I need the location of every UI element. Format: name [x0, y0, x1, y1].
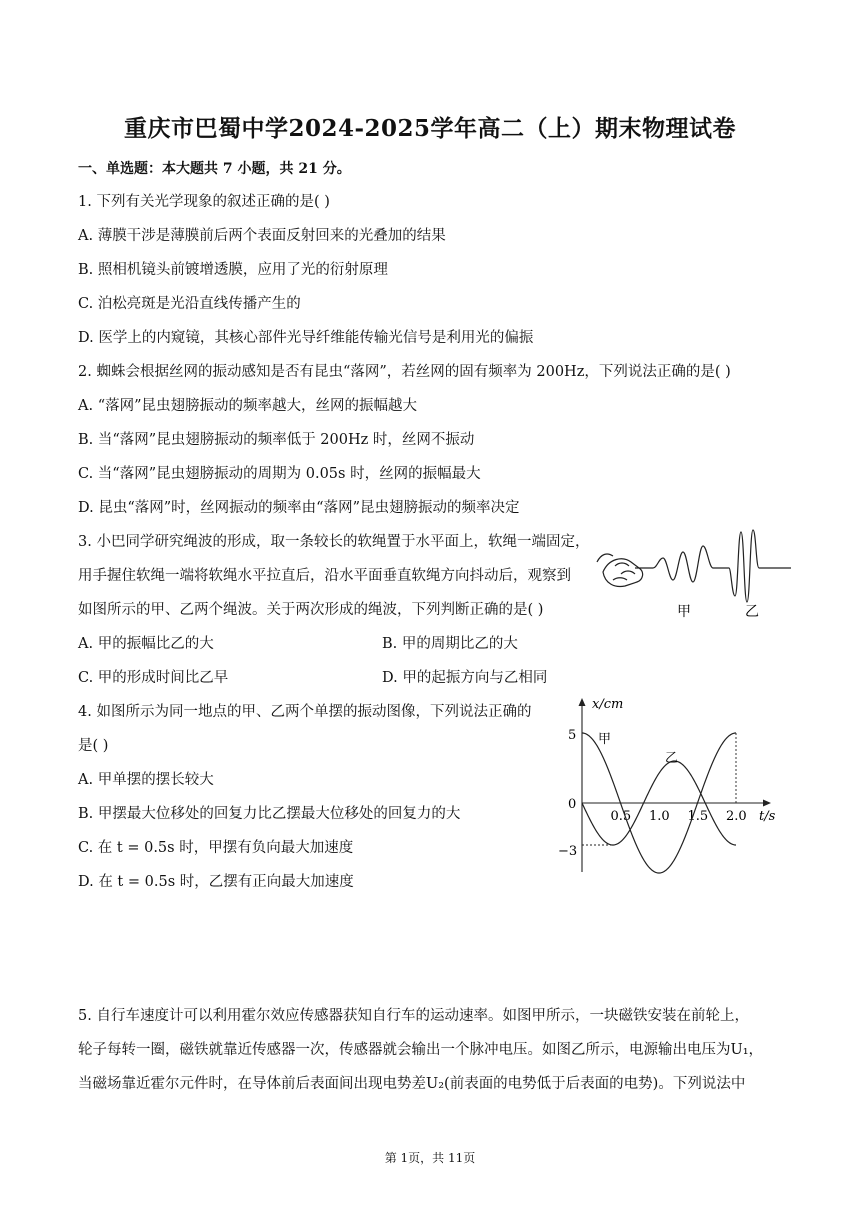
question-4-option-a: A. 甲单摆的摆长较大: [78, 772, 214, 788]
question-4-stem-line2: 是( ): [78, 738, 109, 754]
question-3-option-c: C. 甲的形成时间比乙早: [78, 670, 229, 686]
series-jia-label: 甲: [598, 732, 612, 747]
question-1-option-b: B. 照相机镜头前镀增透膜，应用了光的衍射原理: [78, 262, 388, 278]
question-5-line3: 当磁场靠近霍尔元件时，在导体前后表面间出现电势差U₂(前表面的电势低于后表面的电势)。下列说法中: [78, 1076, 746, 1092]
y-tick-label: −3: [558, 844, 578, 859]
question-4-option-c: C. 在 t = 0.5s 时，甲摆有负向最大加速度: [78, 840, 354, 856]
x-axis-arrow: [763, 800, 771, 807]
section-heading: 一、单选题：本大题共 7 小题，共 21 分。: [78, 161, 351, 177]
question-3-option-a: A. 甲的振幅比乙的大: [78, 636, 214, 652]
question-2-option-b: B. 当“落网”昆虫翅膀振动的频率低于 200Hz 时，丝网不振动: [78, 432, 475, 448]
x-tick-label: 1.0: [649, 809, 670, 824]
question-5-line1: 5. 自行车速度计可以利用霍尔效应传感器获知自行车的运动速率。如图甲所示，一块磁铁安装在前轮上，: [78, 1008, 749, 1024]
question-1-stem: 1. 下列有关光学现象的叙述正确的是( ): [78, 194, 330, 210]
wave-label-yi: 乙: [745, 604, 759, 620]
question-4-option-d: D. 在 t = 0.5s 时，乙摆有正向最大加速度: [78, 874, 354, 890]
page-footer: 第 1页，共 11页: [384, 1151, 476, 1165]
wave-label-jia: 甲: [677, 604, 691, 620]
rope-wave-figure: [595, 522, 795, 632]
question-3-stem-line2: 用手握住软绳一端将软绳水平拉直后，沿水平面垂直软绳方向抖动后，观察到: [78, 568, 571, 584]
oscillation-chart: [555, 692, 795, 882]
hand-icon: [597, 554, 643, 586]
x-axis-label: t/s: [759, 809, 776, 824]
y-axis-label: x/cm: [592, 697, 624, 712]
question-2-stem: 2. 蜘蛛会根据丝网的振动感知是否有昆虫“落网”，若丝网的固有频率为 200Hz，下列说法正确的是( ): [78, 364, 731, 380]
y-axis-arrow: [579, 698, 586, 706]
series-yi-label: 乙: [665, 751, 679, 766]
question-3-option-d: D. 甲的起振方向与乙相同: [382, 670, 548, 686]
x-tick-label: 2.0: [726, 809, 747, 824]
question-2-option-c: C. 当“落网”昆虫翅膀振动的周期为 0.05s 时，丝网的振幅最大: [78, 466, 481, 482]
question-2-option-d: D. 昆虫“落网”时，丝网振动的频率由“落网”昆虫翅膀振动的频率决定: [78, 500, 520, 516]
y-tick-label: 5: [568, 728, 577, 743]
x-tick-label: 1.5: [687, 809, 709, 824]
question-2-option-a: A. “落网”昆虫翅膀振动的频率越大，丝网的振幅越大: [78, 398, 418, 414]
question-5-line2: 轮子每转一圈，磁铁就靠近传感器一次，传感器就会输出一个脉冲电压。如图乙所示，电源输出电压为U₁，: [78, 1042, 764, 1058]
x-tick-label: 0.5: [610, 809, 632, 824]
y-tick-label: 0: [568, 797, 577, 812]
rope-wave-path: [635, 530, 791, 602]
page-title: 重庆市巴蜀中学2024-2025学年高二（上）期末物理试卷: [123, 115, 737, 142]
question-3-stem-line1: 3. 小巴同学研究绳波的形成，取一条较长的软绳置于水平面上，软绳一端固定，: [78, 534, 590, 550]
question-1-option-c: C. 泊松亮斑是光沿直线传播产生的: [78, 296, 301, 312]
question-3-option-b: B. 甲的周期比乙的大: [382, 636, 518, 652]
question-1-option-a: A. 薄膜干涉是薄膜前后两个表面反射回来的光叠加的结果: [78, 228, 446, 244]
question-4-option-b: B. 甲摆最大位移处的回复力比乙摆最大位移处的回复力的大: [78, 806, 461, 822]
question-3-stem-line3: 如图所示的甲、乙两个绳波。关于两次形成的绳波，下列判断正确的是( ): [78, 602, 544, 618]
question-4-stem-line1: 4. 如图所示为同一地点的甲、乙两个单摆的振动图像，下列说法正确的: [78, 704, 532, 720]
question-1-option-d: D. 医学上的内窥镜，其核心部件光导纤维能传输光信号是利用光的偏振: [78, 330, 534, 346]
